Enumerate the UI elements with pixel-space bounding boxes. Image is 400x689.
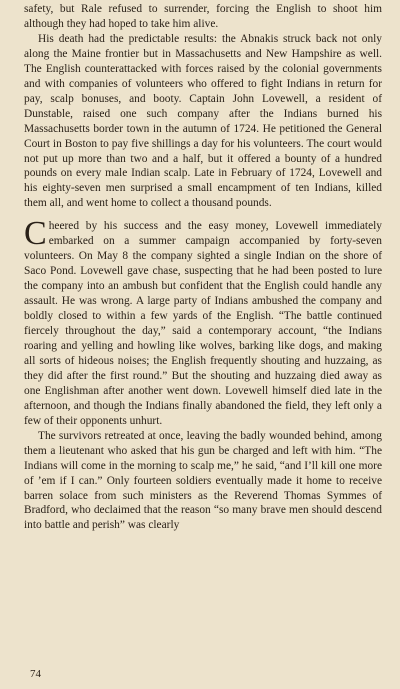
paragraph-3-text: heered by his success and the easy money, Lovewell immediately embarked on a summer campaign accompanied by forty-seven volunteers. On May 8 the company sighted a single Indian on the shore of Saco Pond. Lovewell gave chase, suspecting that he had been posted to lure the company into an ambush but confident that the English could handle any assault. He was wrong. A large party of Indians ambushed the company and boldly closed to within a few yards of the English. “The battle continued fiercely throughout the day,” said a contemporary account, “the Indians roaring and yelling and howling like wolves, barking like dogs, and making all sorts of hideous noises; the English frequently shouting and huzzaing, as they did after the first round.” But the shouting and huzzaing died away as one Englishman after another went down. Lovewell himself died late in the afternoon, and though the Indians finally abandoned the field, they left only a few of their opponents unhurt. [24, 220, 382, 427]
paragraph-1: safety, but Rale refused to surrender, forcing the English to shoot him although they had hoped to take him alive. [24, 3, 382, 30]
drop-cap: C [24, 215, 47, 253]
paragraph-3 [24, 215, 382, 428]
paragraph-4: The survivors retreated at once, leaving the badly wounded behind, among them a lieutenant who asked that his gun be charged and left with him. “The Indians will come in the morning to scalp me,” he said, “and I’ll kill one more of ’em if I can.” Only fourteen soldiers eventually made it home to receive barren solace from such ministers as the Reverend Thomas Symmes of Bradford, who declaimed that the reason “so many brave men should descend into battle and perish” was clearly [24, 429, 382, 532]
page-number: 74 [30, 668, 41, 680]
section-break [24, 211, 382, 219]
book-page [24, 2, 382, 662]
paragraph-2: His death had the predictable results: the Abnakis struck back not only along the Maine frontier but in Massachusetts and New Hampshire as well. The English counterattacked with forces raised by the colonial governments and with companies of volunteers who offered to fight Indians in return for pay, scalp bonuses, and booty. Captain John Lovewell, a resident of Dunstable, raised one such company after the Indians burned his Massachusetts border town in the autumn of 1724. He petitioned the General Court in Boston to pay five shillings a day for his volunteers. The court would not put up more than two and a half, but it offered a bounty of a hundred pounds on every male Indian scalp. Late in February of 1724, Lovewell and his eighty-seven men surprised a small encampment of ten Indians, killed them all, and went home to collect a thousand pounds. [24, 32, 382, 210]
